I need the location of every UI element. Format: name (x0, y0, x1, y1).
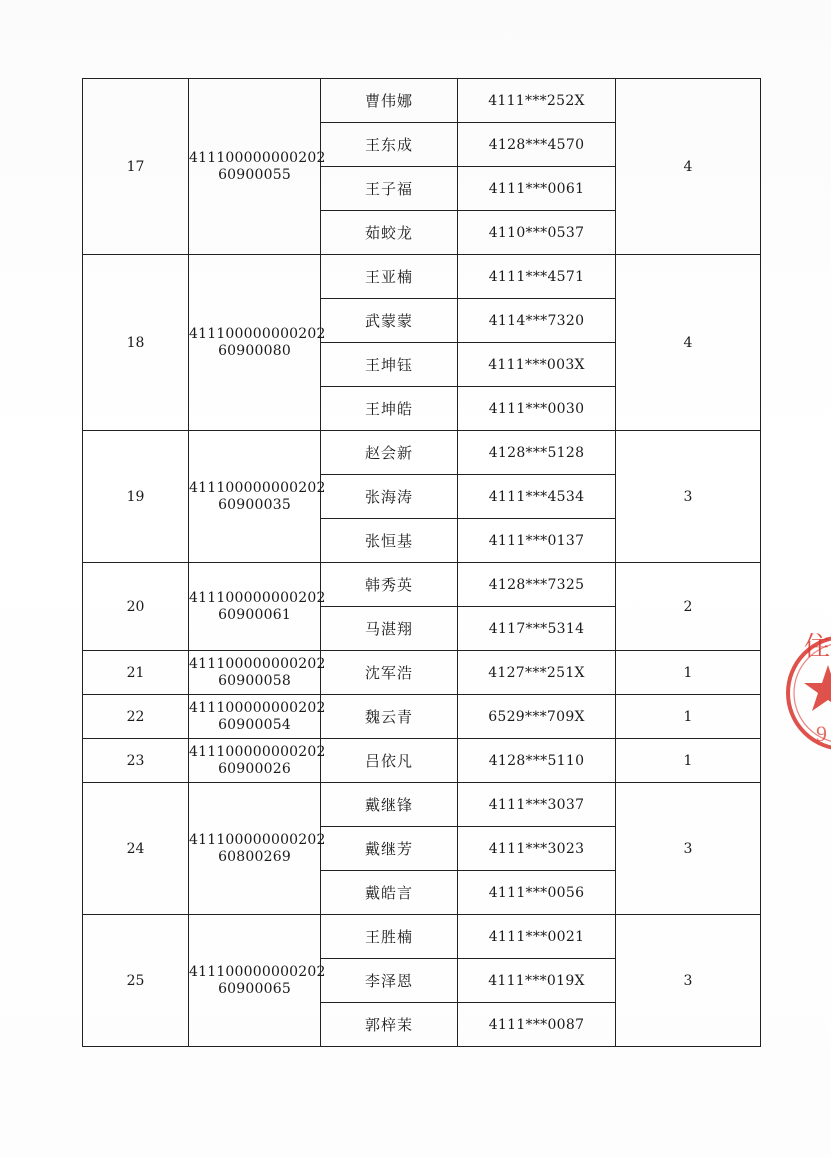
member-name: 戴继锋 (321, 783, 458, 827)
household-code (189, 695, 326, 739)
member-id-number: 4114***7320 (458, 299, 616, 343)
household-count: 3 (616, 431, 761, 563)
member-name: 戴继芳 (321, 827, 458, 871)
member-id-number: 4111***4534 (458, 475, 616, 519)
seal-star-icon (804, 665, 831, 711)
household-code (189, 563, 326, 651)
household-code-line: 60900035 (218, 496, 291, 513)
household-code (189, 79, 326, 255)
household-code-line: 411100000000202 (189, 325, 326, 342)
member-id-number: 4117***5314 (458, 607, 616, 651)
household-code-line: 411100000000202 (189, 831, 326, 848)
seal-character: 住 (804, 632, 831, 661)
household-code-line: 411100000000202 (189, 149, 326, 166)
member-row (83, 739, 761, 783)
household-table (82, 78, 761, 1047)
member-row (83, 695, 761, 739)
member-name: 王东成 (321, 123, 458, 167)
household-seq: 19 (83, 431, 189, 563)
member-id-number: 4111***0087 (458, 1003, 616, 1047)
member-id-number: 4111***3037 (458, 783, 616, 827)
member-name: 沈军浩 (321, 651, 458, 695)
household-code-line: 60900026 (218, 760, 291, 777)
household-code-line: 60900058 (218, 672, 291, 689)
member-name: 张海涛 (321, 475, 458, 519)
household-seq: 20 (83, 563, 189, 651)
member-id-number: 6529***709X (458, 695, 616, 739)
household-code-line: 411100000000202 (189, 699, 326, 716)
household-code (189, 651, 326, 695)
member-name: 韩秀英 (321, 563, 458, 607)
member-name: 王坤钰 (321, 343, 458, 387)
household-count: 1 (616, 651, 761, 695)
member-id-number: 4111***4571 (458, 255, 616, 299)
household-count: 1 (616, 695, 761, 739)
member-id-number: 4111***3023 (458, 827, 616, 871)
member-row (83, 563, 761, 607)
member-id-number: 4111***0030 (458, 387, 616, 431)
member-id-number: 4111***0137 (458, 519, 616, 563)
member-name: 武蒙蒙 (321, 299, 458, 343)
member-name: 赵会新 (321, 431, 458, 475)
household-count: 4 (616, 255, 761, 431)
member-name: 茹蛟龙 (321, 211, 458, 255)
household-code-line: 60900055 (218, 166, 291, 183)
member-name: 王胜楠 (321, 915, 458, 959)
member-id-number: 4110***0537 (458, 211, 616, 255)
member-id-number: 4128***7325 (458, 563, 616, 607)
member-id-number: 4111***003X (458, 343, 616, 387)
member-name: 李泽恩 (321, 959, 458, 1003)
member-row (83, 783, 761, 827)
member-row (83, 431, 761, 475)
household-seq: 21 (83, 651, 189, 695)
member-row (83, 651, 761, 695)
household-code (189, 783, 326, 915)
red-seal-stamp (786, 605, 831, 775)
household-seq: 24 (83, 783, 189, 915)
member-id-number: 4111***0056 (458, 871, 616, 915)
member-name: 戴皓言 (321, 871, 458, 915)
household-seq: 23 (83, 739, 189, 783)
household-code-line: 60900061 (218, 606, 291, 623)
member-id-number: 4128***5128 (458, 431, 616, 475)
member-name: 曹伟娜 (321, 79, 458, 123)
household-count: 1 (616, 739, 761, 783)
member-name: 张恒基 (321, 519, 458, 563)
household-code (189, 431, 326, 563)
member-name: 王子福 (321, 167, 458, 211)
household-seq: 25 (83, 915, 189, 1047)
member-row (83, 915, 761, 959)
household-code-line: 411100000000202 (189, 589, 326, 606)
household-code-line: 60900065 (218, 980, 291, 997)
household-seq: 17 (83, 79, 189, 255)
household-count: 3 (616, 915, 761, 1047)
member-row (83, 255, 761, 299)
member-name: 吕依凡 (321, 739, 458, 783)
household-code-line: 411100000000202 (189, 743, 326, 760)
household-code-line: 60800269 (218, 848, 291, 865)
household-count: 4 (616, 79, 761, 255)
household-count: 3 (616, 783, 761, 915)
seal-partial-text: 9 (816, 721, 827, 746)
member-name: 马湛翔 (321, 607, 458, 651)
household-code-line: 411100000000202 (189, 963, 326, 980)
household-code-line: 411100000000202 (189, 655, 326, 672)
household-code (189, 255, 326, 431)
member-name: 王亚楠 (321, 255, 458, 299)
member-name: 王坤皓 (321, 387, 458, 431)
member-id-number: 4111***252X (458, 79, 616, 123)
household-table-body (83, 79, 761, 1047)
member-id-number: 4127***251X (458, 651, 616, 695)
member-id-number: 4111***0061 (458, 167, 616, 211)
member-row (83, 79, 761, 123)
household-code-line: 60900080 (218, 342, 291, 359)
member-id-number: 4128***5110 (458, 739, 616, 783)
member-id-number: 4111***0021 (458, 915, 616, 959)
household-code-line: 60900054 (218, 716, 291, 733)
household-seq: 18 (83, 255, 189, 431)
member-name: 郭梓茉 (321, 1003, 458, 1047)
household-count: 2 (616, 563, 761, 651)
household-seq: 22 (83, 695, 189, 739)
member-id-number: 4111***019X (458, 959, 616, 1003)
household-code (189, 739, 326, 783)
household-code-line: 411100000000202 (189, 479, 326, 496)
household-code (189, 915, 326, 1047)
member-name: 魏云青 (321, 695, 458, 739)
member-id-number: 4128***4570 (458, 123, 616, 167)
